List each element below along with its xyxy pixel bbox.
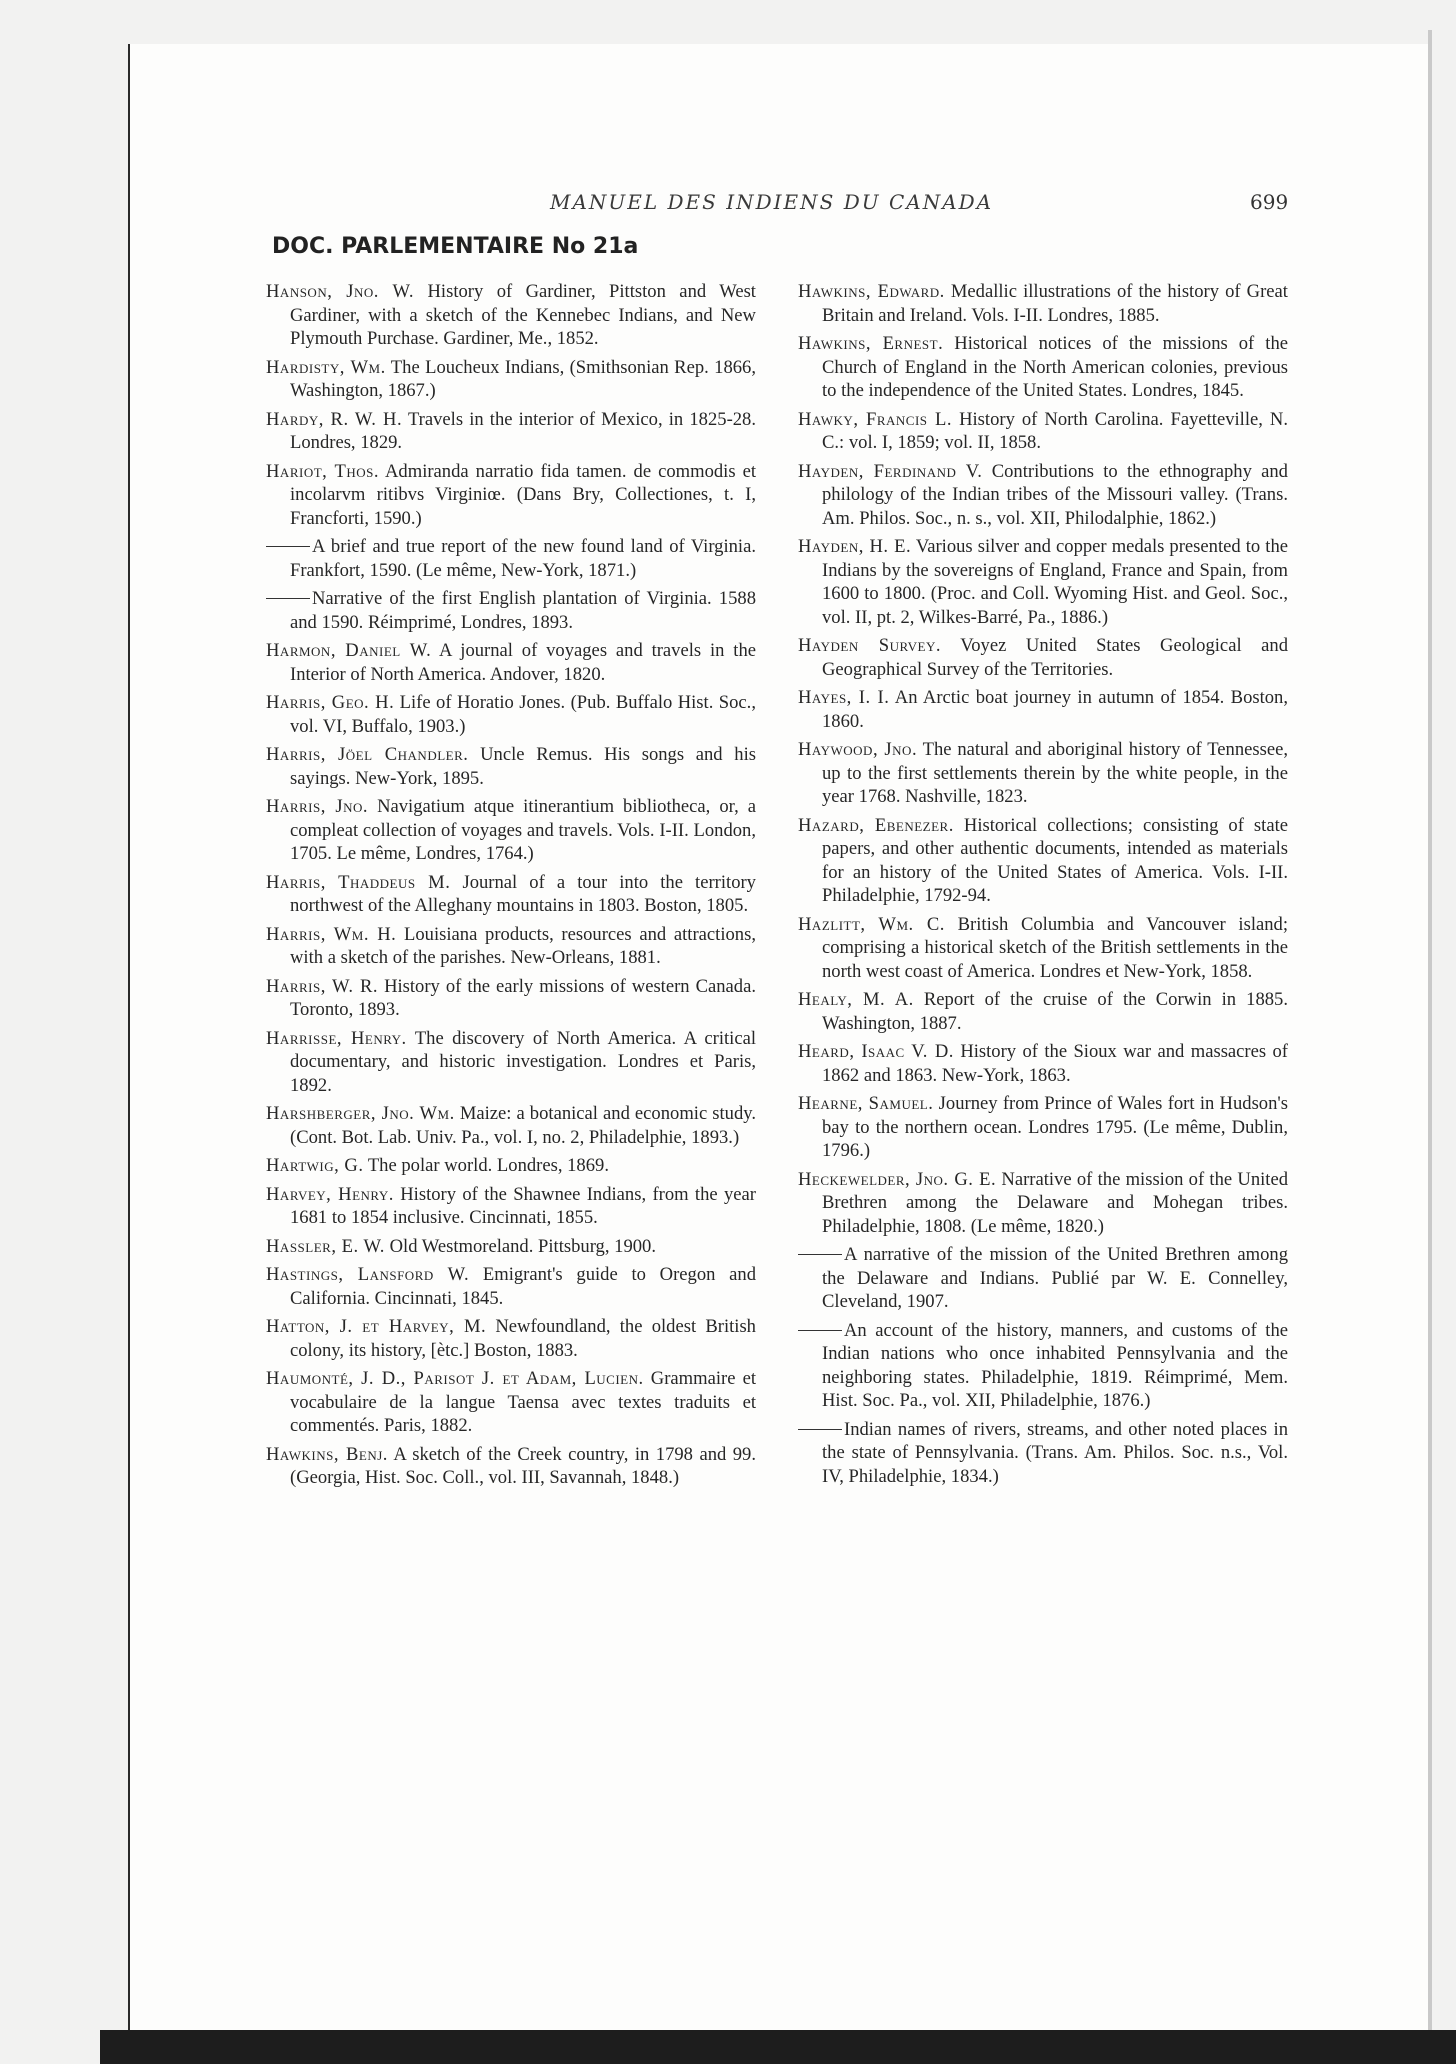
page-edge [1428, 30, 1432, 2050]
entry-text: History of Gardiner, Pittston and West Gardiner, with a sketch of the Kennebec Indians, and New Plymouth Purchase. Gardiner, Me., 1852. [290, 281, 756, 349]
entry-text: History of the Shawnee Indians, from the year 1681 to 1854 inclusive. Cincinnati, 1855. [290, 1183, 756, 1228]
bibliography-entry [266, 795, 756, 866]
entry-author: Harris, Geo. H. [266, 692, 395, 713]
ditto-dash [266, 546, 310, 547]
bibliography-entry [266, 923, 756, 970]
bibliography-entry [266, 871, 756, 918]
entry-text: Life of Horatio Jones. (Pub. Buffalo Hist. Soc., vol. VI, Buffalo, 1903.) [290, 692, 756, 737]
entry-text: Medallic illustrations of the history of Great Britain and Ireland. Vols. I-II. Londres, 1885. [822, 281, 1288, 326]
running-title: MANUEL DES INDIENS DU CANADA [550, 190, 994, 214]
entry-author: Haywood, Jno. [798, 739, 918, 760]
bibliography-entry [266, 1263, 756, 1310]
bibliography-entry [266, 1235, 756, 1259]
bibliography-entry [266, 356, 756, 403]
entry-text: A narrative of the mission of the United Brethren among the Delaware and Indians. Publié par W. E. Connelley, Cleveland, 1907. [822, 1244, 1288, 1312]
entry-author: Hazard, Ebenezer. [798, 814, 954, 836]
entry-text: Narrative of the first English plantation of Virginia. 1588 and 1590. Réimprimé, Londres, 1893. [290, 588, 756, 633]
entry-text: Historical collections; consisting of state papers, and other authentic documents, intended as materials for an history of the United States of America. Vols. I-II. Philadelphie, 1792-94. [822, 814, 1288, 906]
ditto-dash [798, 1254, 842, 1255]
bibliography-entry [266, 1102, 756, 1149]
entry-author: Hartwig, G. [266, 1155, 364, 1176]
bibliography-entry [266, 460, 756, 531]
bibliography-entry [266, 587, 756, 634]
bibliography-entry [798, 634, 1288, 681]
bibliography-entry [798, 408, 1288, 455]
bibliography-entry [798, 1040, 1288, 1087]
entry-author: Hawkins, Ernest. [798, 333, 944, 354]
bibliography-entry [266, 535, 756, 582]
entry-author: Harris, W. R. [266, 975, 379, 997]
page-number: 699 [1250, 190, 1289, 214]
entry-author: Hawkins, Benj. [266, 1443, 388, 1465]
entry-author: Hastings, Lansford W. [266, 1264, 470, 1285]
entry-author: Harris, Thaddeus M. [266, 871, 451, 893]
entry-text: Navigatium atque itinerantium bibliotheca, or, a compleat collection of voyages and travels. Vols. I-II. London, 1705. Le même, Londres, 1764.) [290, 796, 756, 864]
bibliography-entry [798, 1243, 1288, 1314]
bibliography-entry [266, 691, 756, 738]
bibliography-entry [266, 408, 756, 455]
entry-text: Journal of a tour into the territory northwest of the Alleghany mountains in 1803. Boston, 1805. [290, 871, 756, 916]
bibliography-entry [266, 639, 756, 686]
bibliography-entry [798, 332, 1288, 403]
entry-author: Healy, M. A. [798, 989, 914, 1010]
entry-author: Harshberger, Jno. Wm. [266, 1103, 455, 1124]
entry-text: Narrative of the mission of the United Brethren among the Delaware and Mohegan tribes. Philadelphie, 1808. (Le même, 1820.) [822, 1168, 1288, 1237]
entry-author: Harvey, Henry. [266, 1183, 394, 1205]
left-column [266, 280, 756, 1495]
entry-author: Hardisty, Wm. [266, 356, 386, 378]
bibliography-entry [266, 975, 756, 1022]
entry-text: Maize: a botanical and economic study. (Cont. Bot. Lab. Univ. Pa., vol. I, no. 2, Philadelphie, 1893.) [290, 1103, 756, 1148]
entry-text: Contributions to the ethnography and philology of the Indian tribes of the Missouri valley. (Trans. Am. Philos. Soc., n. s., vol. XII, Philodalphie, 1862.) [822, 460, 1288, 529]
entry-text: British Columbia and Vancouver island; comprising a historical sketch of the British settlements in the north west coast of America. Londres et New-York, 1858. [822, 913, 1288, 982]
entry-author: Hawkins, Edward. [798, 281, 945, 302]
entry-text: Uncle Remus. His songs and his sayings. New-York, 1895. [290, 744, 756, 789]
entry-author: Hayes, I. I. [798, 687, 890, 708]
doc-label: DOC. PARLEMENTAIRE No 21a [272, 234, 639, 259]
entry-author: Hearne, Samuel. [798, 1093, 934, 1114]
bibliography-entry [266, 1315, 756, 1362]
bibliography-entry [798, 814, 1288, 908]
entry-text: Travels in the interior of Mexico, in 1825-28. Londres, 1829. [290, 408, 756, 453]
entry-text: Newfoundland, the oldest British colony, its history, [ètc.] Boston, 1883. [290, 1316, 756, 1361]
entry-author: Harmon, Daniel W. [266, 640, 432, 661]
entry-author: Hatton, J. et Harvey, M. [266, 1316, 487, 1337]
entry-author: Hayden, H. E. [798, 536, 912, 557]
entry-text: Admiranda narratio fida tamen. de commodis et incolarvm ritibvs Virginiœ. (Dans Bry, Collectiones, t. I, Francforti, 1590.) [290, 460, 757, 529]
entry-text: Old Westmoreland. Pittsburg, 1900. [389, 1235, 656, 1257]
entry-text: Indian names of rivers, streams, and other noted places in the state of Pennsylvania. (Trans. Am. Philos. Soc. n.s., Vol. IV, Philadelphie, 1834.) [822, 1418, 1288, 1487]
entry-author: Heckewelder, Jno. G. E. [798, 1168, 997, 1190]
entry-text: The Loucheux Indians, (Smithsonian Rep. 1866, Washington, 1867.) [290, 356, 757, 401]
bibliography-entry [266, 280, 756, 351]
entry-text: The natural and aboriginal history of Tennessee, up to the first settlements therein by the white people, in the year 1768. Nashville, 1823. [822, 739, 1289, 807]
entry-author: Hayden, Ferdinand V. [798, 460, 983, 482]
ditto-dash [798, 1429, 842, 1430]
entry-text: An Arctic boat journey in autumn of 1854. Boston, 1860. [822, 687, 1289, 732]
entry-author: Hardy, R. W. H. [266, 408, 403, 430]
ditto-dash [266, 598, 310, 599]
entry-text: Emigrant's guide to Oregon and California. Cincinnati, 1845. [290, 1264, 756, 1309]
entry-author: Hassler, E. W. [266, 1235, 385, 1257]
entry-text: A journal of voyages and travels in the Interior of North America. Andover, 1820. [290, 640, 756, 685]
entry-author: Harris, Wm. H. [266, 923, 397, 945]
ditto-dash [798, 1330, 842, 1331]
right-column [798, 280, 1288, 1493]
bibliography-entry [266, 1443, 756, 1490]
entry-text: Louisiana products, resources and attractions, with a sketch of the parishes. New-Orleans, 1881. [290, 923, 756, 968]
entry-author: Hayden Survey. [798, 635, 942, 656]
entry-text: The discovery of North America. A critical documentary, and historic investigation. Londres et Paris, 1892. [290, 1027, 757, 1096]
entry-author: Haumonté, J. D., Parisot J. et Adam, Lucien. [266, 1368, 644, 1389]
bibliography-entry [798, 913, 1288, 984]
bibliography-entry [798, 280, 1288, 327]
bibliography-entry [798, 535, 1288, 629]
entry-author: Hazlitt, Wm. C. [798, 913, 945, 935]
entry-text: A brief and true report of the new found land of Virginia. Frankfort, 1590. (Le même, New-York, 1871.) [290, 536, 756, 581]
entry-text: History of North Carolina. Fayetteville, N. C.: vol. I, 1859; vol. II, 1858. [822, 408, 1288, 453]
entry-author: Hanson, Jno. W. [266, 281, 415, 302]
entry-text: Journey from Prince of Wales fort in Hudson's bay to the northern ocean. Londres 1795. (Le même, Dublin, 1796.) [822, 1093, 1288, 1161]
entry-author: Hariot, Thos. [266, 460, 379, 482]
bibliography-entry [266, 1027, 756, 1098]
entry-text: Report of the cruise of the Corwin in 1885. Washington, 1887. [822, 989, 1288, 1034]
entry-text: Various silver and copper medals presented to the Indians by the sovereigns of England, France and Spain, from 1600 to 1800. (Proc. and Coll. Wyoming Hist. and Geol. Soc., vol. II, pt. 2, Wilkes-Barré, Pa., 1886.) [822, 536, 1289, 628]
bibliography-entry [266, 743, 756, 790]
bibliography-entry [798, 738, 1288, 809]
entry-text: History of the Sioux war and massacres of 1862 and 1863. New-York, 1863. [822, 1041, 1288, 1086]
bibliography-entry [798, 988, 1288, 1035]
entry-text: Voyez United States Geological and Geographical Survey of the Territories. [822, 635, 1289, 680]
entry-author: Harris, Jöel Chandler. [266, 744, 469, 765]
bibliography-entry [798, 1092, 1288, 1163]
bibliography-entry [798, 1418, 1288, 1489]
entry-author: Harrisse, Henry. [266, 1027, 407, 1049]
entry-author: Heard, Isaac V. D. [798, 1041, 954, 1062]
entry-text: An account of the history, manners, and customs of the Indian nations who once inhabited Pennsylvania and the neighboring states. Philadelphie, 1819. Réimprimé, Mem. Hist. Soc. Pa., vol. XII, Philadelphie, 1876.) [822, 1319, 1288, 1411]
entry-text: A sketch of the Creek country, in 1798 and 99. (Georgia, Hist. Soc. Coll., vol. III, Savannah, 1848.) [290, 1443, 756, 1488]
bibliography-entry [798, 1168, 1288, 1239]
entry-author: Harris, Jno. [266, 796, 369, 817]
bibliography-entry [798, 1319, 1288, 1413]
entry-text: Historical notices of the missions of the Church of England in the North American colonies, previous to the independence of the United States. Londres, 1845. [822, 333, 1289, 401]
bibliography-entry [798, 460, 1288, 531]
scan-border [100, 2030, 1456, 2064]
bibliography-entry [798, 686, 1288, 733]
bibliography-entry [266, 1183, 756, 1230]
entry-text: History of the early missions of western Canada. Toronto, 1893. [290, 975, 756, 1020]
entry-text: Grammaire et vocabulaire de la langue Taensa avec textes traduits et commentés. Paris, 1882. [290, 1368, 756, 1436]
entry-text: The polar world. Londres, 1869. [367, 1155, 609, 1176]
bibliography-entry [266, 1367, 756, 1438]
bibliography-entry [266, 1154, 756, 1178]
entry-author: Hawky, Francis L. [798, 408, 953, 430]
